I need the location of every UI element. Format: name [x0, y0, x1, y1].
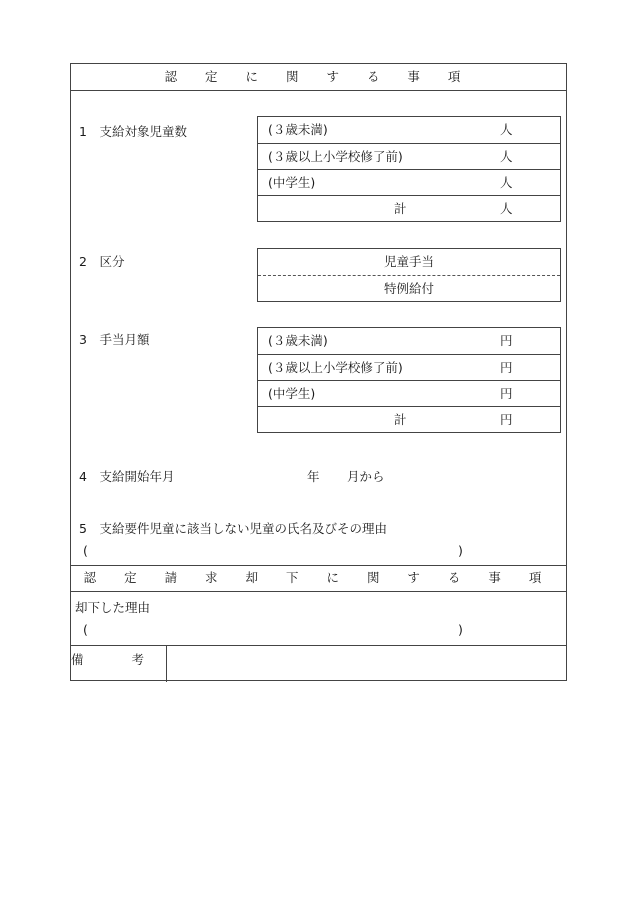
- amount-junior-high-row[interactable]: [258, 380, 560, 406]
- children-junior-high-row[interactable]: [258, 169, 560, 195]
- divider: [71, 591, 566, 592]
- close-paren: ): [458, 543, 463, 558]
- row-unit: 円: [500, 412, 513, 427]
- row-unit: 円: [500, 360, 513, 375]
- amount-under3-row[interactable]: [258, 328, 560, 354]
- item2-label: 2 区分: [79, 254, 125, 269]
- amount-preschool-row[interactable]: [258, 354, 560, 380]
- row-label: (中学生): [268, 386, 316, 401]
- children-preschool-row[interactable]: [258, 143, 560, 169]
- row-unit: 円: [500, 333, 513, 348]
- item1-label: 1 支給対象児童数: [79, 124, 187, 139]
- item3-label: 3 手当月額: [79, 332, 150, 347]
- row-unit: 人: [500, 201, 513, 216]
- row-unit: 人: [500, 122, 513, 137]
- close-paren: ): [458, 622, 463, 637]
- nintei-section-header: 認 定 に 関 す る 事 項: [164, 69, 473, 84]
- row-unit: 人: [500, 149, 513, 164]
- row-unit: 人: [500, 175, 513, 190]
- row-label: (３歳以上小学校修了前): [268, 149, 403, 164]
- certification-form: [70, 63, 567, 681]
- total-label: 計: [394, 201, 407, 216]
- option-special-benefit[interactable]: 特例給付: [258, 275, 560, 301]
- option-child-allowance[interactable]: 児童手当: [383, 254, 434, 269]
- row-unit: 円: [500, 386, 513, 401]
- row-label: (中学生): [268, 175, 316, 190]
- children-count-box: [257, 116, 561, 222]
- start-month-unit[interactable]: 月から: [347, 469, 385, 484]
- remarks-field[interactable]: [167, 646, 566, 680]
- category-box: [257, 248, 561, 302]
- amount-total-row[interactable]: [258, 406, 560, 432]
- remarks-label: 備 考: [71, 645, 167, 682]
- children-under3-row[interactable]: [258, 117, 560, 143]
- row-label: (３歳未満): [268, 122, 328, 137]
- row-label: (３歳未満): [268, 333, 328, 348]
- open-paren: (: [83, 622, 88, 637]
- divider: [71, 90, 566, 91]
- total-label: 計: [394, 412, 407, 427]
- children-total-row[interactable]: [258, 195, 560, 221]
- kyakka-section-header: 認 定 請 求 却 下 に 関 す る 事 項: [83, 570, 554, 585]
- item5-label: 5 支給要件児童に該当しない児童の氏名及びその理由: [79, 521, 387, 536]
- start-year-unit[interactable]: 年: [307, 469, 320, 484]
- monthly-amount-box: [257, 327, 561, 433]
- item4-label: 4 支給開始年月: [79, 469, 175, 484]
- rejection-reason-label: 却下した理由: [75, 600, 151, 615]
- row-label: (３歳以上小学校修了前): [268, 360, 403, 375]
- open-paren: (: [83, 543, 88, 558]
